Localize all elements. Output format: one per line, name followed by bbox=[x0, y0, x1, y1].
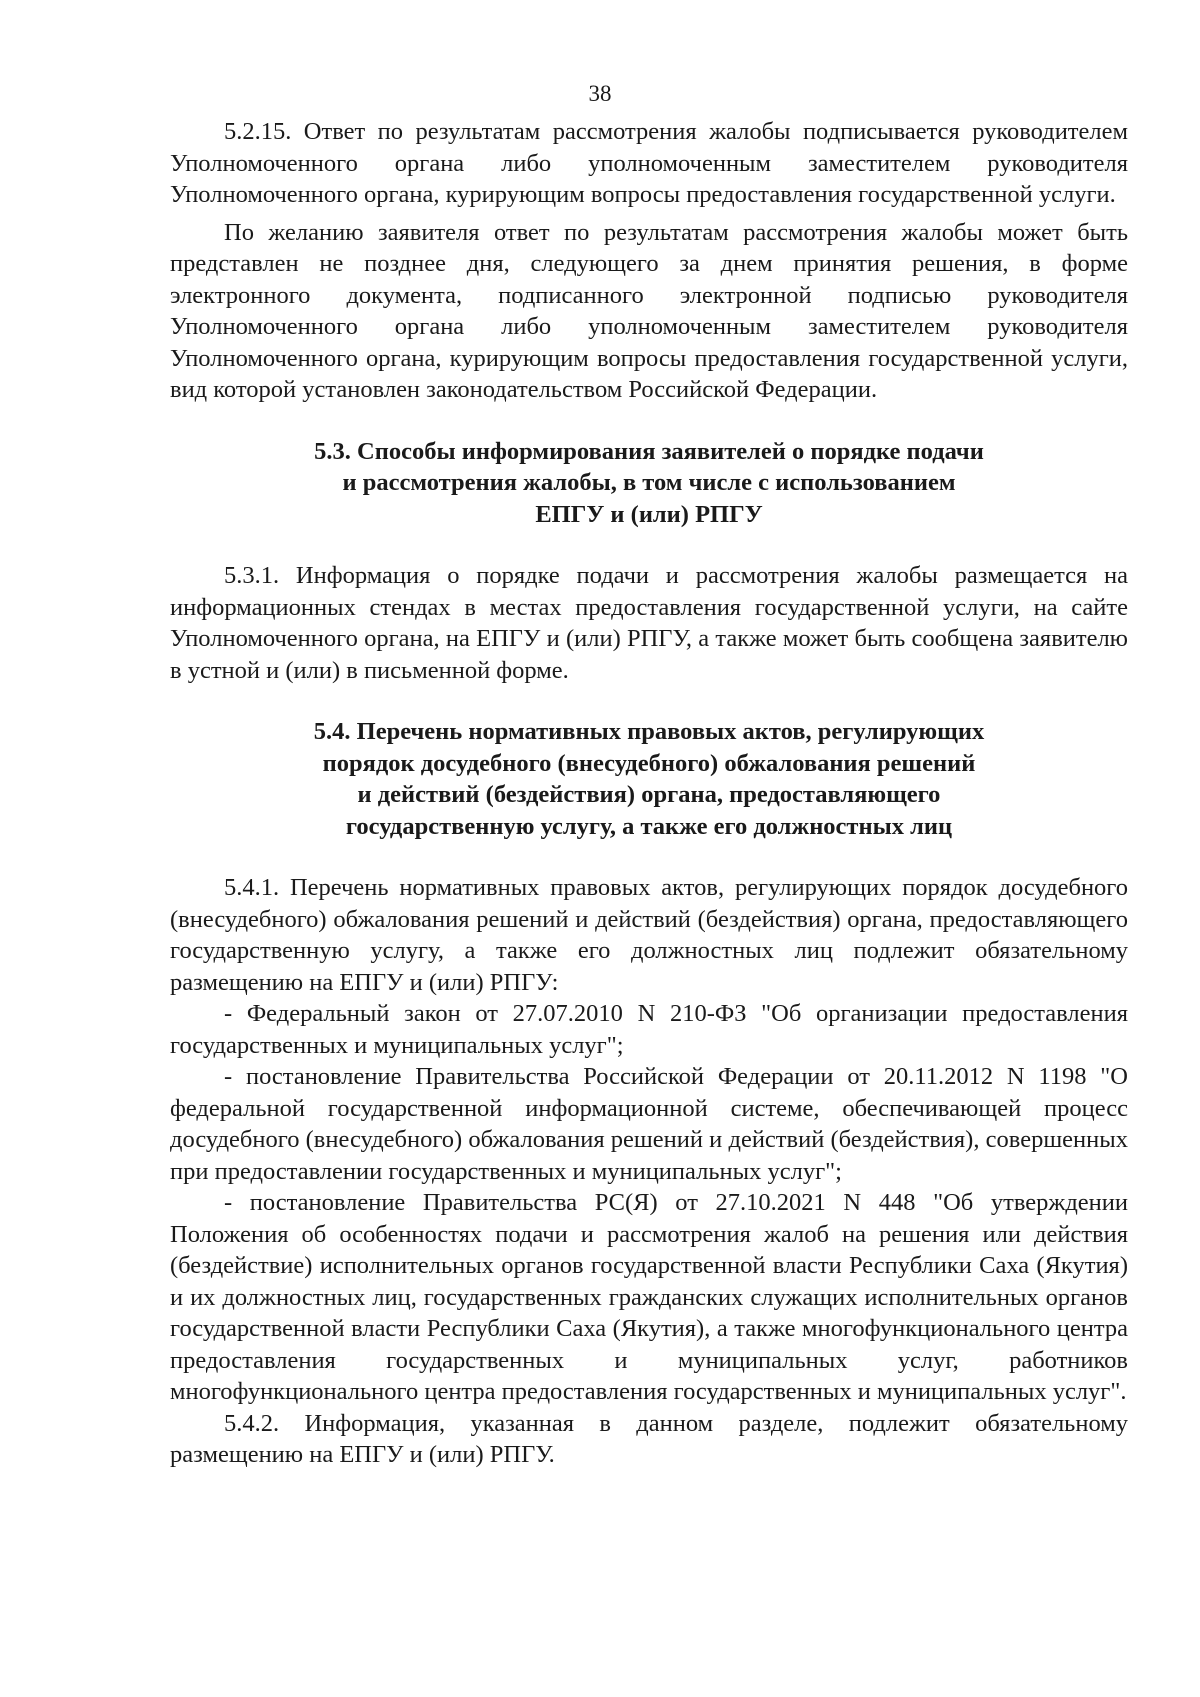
paragraph-5-3-1: 5.3.1. Информация о порядке подачи и рассмотрения жалобы размещается на информационных стендах в местах предоставления государственной услуги, на сайте Уполномоченного органа, на ЕПГУ и (или) РПГУ, а также может быть сообщена заявителю в устной и (или) в письменной форме. bbox=[170, 562, 1128, 684]
section-heading bbox=[240, 436, 1058, 531]
paragraph-5-2-15: 5.2.15. Ответ по результатам рассмотрения жалобы подписывается руководителем Уполномоченного органа либо уполномоченным заместителем руководителя Уполномоченного органа, курирующим вопросы предоставления государственной услуги. bbox=[170, 118, 1128, 208]
paragraph-response-electronic: По желанию заявителя ответ по результатам рассмотрения жалобы может быть представлен не позднее дня, следующего за днем принятия решения, в форме электронного документа, подписанного электронной подписью руководителя Уполномоченного органа либо уполномоченным заместителем руководителя Уполномоченного органа, курирующим вопросы предоставления государственной услуги, вид которой установлен законодательством Российской Федерации. bbox=[170, 218, 1128, 403]
section-heading bbox=[240, 716, 1058, 842]
paragraph-5-4-2: 5.4.2. Информация, указанная в данном разделе, подлежит обязательному размещению на ЕПГУ и (или) РПГУ. bbox=[170, 1409, 1128, 1468]
heading-line: государственную услугу, а также его должностных лиц bbox=[345, 812, 953, 840]
paragraph-5-4-1: 5.4.1. Перечень нормативных правовых актов, регулирующих порядок досудебного (внесудебного) обжалования решений и действий (бездействия) органа, предоставляющего государственную услугу, а также его должностных лиц подлежит обязательному размещению на ЕПГУ и (или) РПГУ: bbox=[170, 874, 1128, 996]
heading-line: 5.4. Перечень нормативных правовых актов, регулирующих bbox=[313, 718, 985, 745]
list-item-rf-resolution: - постановление Правительства Российской Федерации от 20.11.2012 N 1198 "О федеральной государственной информационной системе, обеспечивающей процесс досудебного (внесудебного) обжалования решений и действий (бездействия), совершенных при предоставлении государственных и муниципальных услуг"; bbox=[170, 1063, 1128, 1185]
document-body bbox=[170, 116, 1128, 1471]
list-item-federal-law: - Федеральный закон от 27.07.2010 N 210-ФЗ "Об организации предоставления государственных и муниципальных услуг"; bbox=[170, 1000, 1128, 1059]
section-5-4-heading bbox=[170, 716, 1128, 842]
list-item-rsya-resolution: - постановление Правительства РС(Я) от 27.10.2021 N 448 "Об утверждении Положения об особенностях подачи и рассмотрения жалоб на решения или действия (бездействие) исполнительных органов государственной власти Республики Саха (Якутия) и их должностных лиц, государственных гражданских служащих исполнительных органов государственной власти Республики Саха (Якутия), а также многофункционального центра предоставления государственных и муниципальных услуг, работников многофункционального центра предоставления государственных и муниципальных услуг". bbox=[170, 1189, 1128, 1405]
heading-line: порядок досудебного (внесудебного) обжалования решений bbox=[322, 749, 976, 777]
heading-line: ЕПГУ и (или) РПГУ bbox=[535, 500, 763, 528]
heading-line: и действий (бездействия) органа, предоставляющего bbox=[357, 781, 941, 808]
section-5-3-heading bbox=[170, 436, 1128, 531]
page-number: 38 bbox=[588, 81, 612, 106]
heading-line: и рассмотрения жалобы, в том числе с использованием bbox=[342, 469, 956, 496]
heading-line: 5.3. Способы информирования заявителей о порядке подачи bbox=[314, 437, 984, 465]
